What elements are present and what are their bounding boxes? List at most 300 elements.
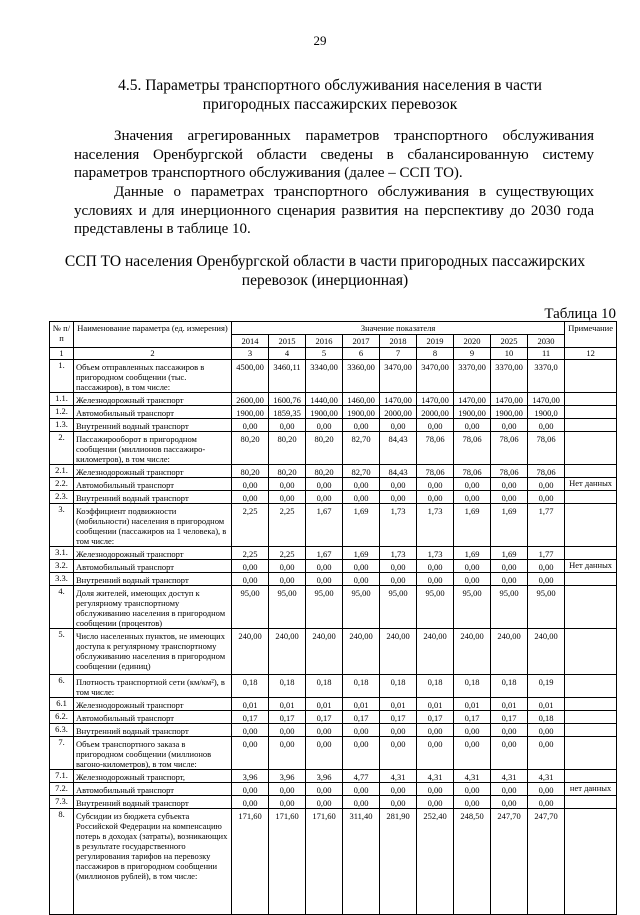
row-value: 0,18 [306,675,343,698]
row-value: 0,00 [343,737,380,770]
row-value: 0,17 [454,711,491,724]
row-value: 0,00 [380,491,417,504]
table-row [50,796,617,809]
year-2030: 2030 [528,335,565,348]
row-value: 4,77 [343,770,380,783]
row-value: 171,60 [306,809,343,915]
row-value: 3,96 [269,770,306,783]
row-value: 0,00 [343,478,380,491]
row-name: Субсидии из бюджета субъекта Российской Федерации на компенсацию потерь в доходах (затраты), возникающих в результате государственного регулирования тарифов на перевозку пассажиров в пригородном сообщении (миллионов рублей), в том числе: [74,809,232,915]
row-value: 0,00 [269,478,306,491]
row-number: 3.1. [50,547,74,560]
table-row [50,432,617,465]
column-number: 11 [528,348,565,360]
row-value: 0,00 [454,737,491,770]
row-number: 7. [50,737,74,770]
row-value: 0,01 [380,698,417,711]
row-value: 78,06 [454,432,491,465]
row-value: 0,17 [269,711,306,724]
table-row [50,419,617,432]
row-value: 0,18 [491,675,528,698]
header-values: Значение показателя [232,322,565,335]
row-note [565,504,617,547]
row-value: 0,00 [306,491,343,504]
row-value: 1900,00 [454,406,491,419]
row-value: 0,01 [528,698,565,711]
row-number: 2.1. [50,465,74,478]
row-value: 3370,00 [454,360,491,393]
row-value: 0,18 [454,675,491,698]
row-note [565,698,617,711]
column-number: 7 [380,348,417,360]
row-value: 0,00 [417,419,454,432]
row-name: Железнодорожный транспорт [74,698,232,711]
row-value: 1440,00 [306,393,343,406]
row-name: Внутренний водный транспорт [74,491,232,504]
row-value: 0,00 [528,724,565,737]
row-value: 240,00 [491,629,528,675]
row-value: 78,06 [417,432,454,465]
row-value: 0,00 [417,560,454,573]
row-number: 1.2. [50,406,74,419]
row-number: 6.3. [50,724,74,737]
row-value: 80,20 [306,465,343,478]
row-value: 0,00 [491,560,528,573]
table-row [50,491,617,504]
row-value: 0,00 [306,419,343,432]
row-value: 171,60 [232,809,269,915]
row-value: 1470,00 [491,393,528,406]
row-value: 0,00 [269,491,306,504]
year-2014: 2014 [232,335,269,348]
row-value: 95,00 [306,586,343,629]
row-value: 2,25 [232,547,269,560]
row-value: 0,00 [528,478,565,491]
row-name: Коэффициент подвижности (мобильности) населения в пригородном сообщении (пассажиров на 1 человека), в том числе: [74,504,232,547]
row-value: 1900,0 [528,406,565,419]
row-value: 240,00 [380,629,417,675]
row-value: 2600,00 [232,393,269,406]
row-number: 1. [50,360,74,393]
row-value: 0,00 [491,419,528,432]
row-number: 6.2. [50,711,74,724]
row-note [565,629,617,675]
year-2019: 2019 [417,335,454,348]
row-name: Железнодорожный транспорт [74,465,232,478]
row-value: 3,96 [306,770,343,783]
row-value: 0,00 [528,491,565,504]
row-number: 7.3. [50,796,74,809]
row-note [565,809,617,915]
row-value: 95,00 [417,586,454,629]
row-value: 95,00 [232,586,269,629]
row-note [565,675,617,698]
row-value: 0,19 [528,675,565,698]
row-number: 2. [50,432,74,465]
row-number: 7.1. [50,770,74,783]
row-value: 4,31 [417,770,454,783]
row-name: Внутренний водный транспорт [74,724,232,737]
year-2017: 2017 [343,335,380,348]
row-number: 5. [50,629,74,675]
table-row [50,629,617,675]
row-value: 1900,00 [232,406,269,419]
row-value: 0,00 [528,560,565,573]
row-value: 0,00 [454,796,491,809]
row-value: 0,00 [232,573,269,586]
row-name: Автомобильный транспорт [74,406,232,419]
row-value: 2000,00 [417,406,454,419]
table-label: Таблица 10 [544,306,616,322]
row-value: 247,70 [491,809,528,915]
row-value: 0,00 [269,737,306,770]
column-number: 5 [306,348,343,360]
table-body [50,322,617,915]
row-value: 80,20 [269,465,306,478]
row-note [565,711,617,724]
row-value: 1470,00 [454,393,491,406]
row-value: 80,20 [232,465,269,478]
row-value: 1,73 [380,547,417,560]
row-value: 1,67 [306,504,343,547]
table-title: ССП ТО населения Оренбургской области в части пригородных пассажирских перевозок (инерционная) [64,253,586,289]
row-value: 0,01 [417,698,454,711]
row-value: 1900,00 [343,406,380,419]
row-value: 0,00 [232,783,269,796]
row-note: Нет данных [565,478,617,491]
row-note [565,573,617,586]
row-value: 0,00 [528,783,565,796]
page-number: 29 [313,33,327,48]
table-row [50,573,617,586]
row-note [565,737,617,770]
row-value: 0,00 [454,478,491,491]
row-name: Внутренний водный транспорт [74,419,232,432]
row-value: 0,00 [232,724,269,737]
row-value: 252,40 [417,809,454,915]
row-value: 78,06 [417,465,454,478]
row-value: 0,00 [269,560,306,573]
row-value: 240,00 [269,629,306,675]
table-row [50,770,617,783]
column-number: 12 [565,348,617,360]
row-value: 0,18 [232,675,269,698]
section-title: 4.5. Параметры транспортного обслуживания населения в части пригородных пассажирских перевозок [118,77,542,113]
row-value: 1,69 [343,547,380,560]
row-number: 1.3. [50,419,74,432]
column-number: 4 [269,348,306,360]
row-name: Железнодорожный транспорт [74,393,232,406]
column-number: 1 [50,348,74,360]
row-value: 95,00 [454,586,491,629]
column-number: 8 [417,348,454,360]
row-value: 0,00 [306,573,343,586]
row-value: 0,00 [232,796,269,809]
row-value: 0,18 [380,675,417,698]
header-no: № п/п [50,322,74,348]
row-value: 0,00 [491,478,528,491]
row-value: 0,00 [343,796,380,809]
row-value: 0,00 [417,724,454,737]
row-value: 3460,11 [269,360,306,393]
row-number: 3. [50,504,74,547]
row-value: 240,00 [306,629,343,675]
row-value: 0,00 [528,796,565,809]
row-value: 0,17 [417,711,454,724]
row-value: 0,17 [232,711,269,724]
row-value: 240,00 [232,629,269,675]
column-number: 9 [454,348,491,360]
row-note [565,491,617,504]
row-value: 0,00 [417,478,454,491]
row-value: 0,00 [380,724,417,737]
row-value: 0,00 [343,573,380,586]
row-value: 281,90 [380,809,417,915]
row-value: 1900,00 [491,406,528,419]
row-note [565,770,617,783]
row-value: 1460,00 [343,393,380,406]
row-value: 1,69 [491,504,528,547]
row-value: 311,40 [343,809,380,915]
row-name: Пассажирооборот в пригородном сообщении (миллионов пассажиро-километров), в том числе: [74,432,232,465]
row-name: Объем отправленных пассажиров в пригородном сообщении (тыс. пассажиров), в том числе: [74,360,232,393]
row-value: 0,00 [306,737,343,770]
row-value: 0,00 [491,491,528,504]
row-note: нет данных [565,783,617,796]
table-row [50,724,617,737]
row-number: 2.3. [50,491,74,504]
row-value: 1900,00 [306,406,343,419]
row-value: 0,00 [491,796,528,809]
row-value: 0,00 [343,783,380,796]
year-2015: 2015 [269,335,306,348]
table-row [50,560,617,573]
column-number: 10 [491,348,528,360]
row-name: Автомобильный транспорт [74,711,232,724]
row-value: 3470,00 [380,360,417,393]
row-value: 0,00 [491,783,528,796]
table-row [50,783,617,796]
column-number: 2 [74,348,232,360]
row-value: 1470,00 [380,393,417,406]
parameters-table [49,321,617,915]
row-note [565,393,617,406]
row-value: 3370,0 [528,360,565,393]
row-value: 1,77 [528,547,565,560]
row-value: 0,00 [343,419,380,432]
row-value: 0,18 [528,711,565,724]
row-value: 1,69 [343,504,380,547]
row-value: 1,69 [454,504,491,547]
row-value: 1,69 [454,547,491,560]
row-value: 0,00 [232,737,269,770]
row-name: Автомобильный транспорт [74,478,232,491]
row-value: 0,00 [269,419,306,432]
row-note [565,406,617,419]
row-value: 95,00 [343,586,380,629]
row-value: 0,00 [417,796,454,809]
row-value: 240,00 [454,629,491,675]
row-value: 0,00 [528,573,565,586]
row-value: 3,96 [232,770,269,783]
row-value: 95,00 [528,586,565,629]
row-value: 0,00 [343,560,380,573]
row-number: 6. [50,675,74,698]
row-value: 1,69 [491,547,528,560]
row-value: 84,43 [380,432,417,465]
row-number: 8. [50,809,74,915]
table-row [50,675,617,698]
row-value: 248,50 [454,809,491,915]
row-value: 0,00 [306,560,343,573]
row-value: 240,00 [528,629,565,675]
row-value: 0,00 [528,737,565,770]
row-value: 0,00 [306,796,343,809]
row-value: 247,70 [528,809,565,915]
year-2025: 2025 [491,335,528,348]
row-value: 0,00 [491,573,528,586]
row-value: 0,01 [306,698,343,711]
row-value: 82,70 [343,432,380,465]
row-value: 0,00 [232,478,269,491]
row-value: 0,00 [417,737,454,770]
row-value: 0,17 [491,711,528,724]
row-value: 82,70 [343,465,380,478]
column-number: 6 [343,348,380,360]
row-value: 4,31 [528,770,565,783]
row-value: 1,73 [417,504,454,547]
row-name: Внутренний водный транспорт [74,573,232,586]
row-value: 0,00 [232,560,269,573]
row-value: 0,00 [380,796,417,809]
row-value: 2000,00 [380,406,417,419]
row-value: 0,00 [306,724,343,737]
row-value: 0,00 [491,724,528,737]
row-value: 0,00 [269,573,306,586]
row-value: 95,00 [380,586,417,629]
row-value: 1600,76 [269,393,306,406]
row-value: 1470,00 [528,393,565,406]
row-value: 0,00 [343,724,380,737]
paragraph-1: Значения агрегированных параметров транспортного обслуживания населения Оренбургской области сведены в сбалансированную систему параметров транспортного обслуживания (далее – ССП ТО). [74,128,594,181]
table-row [50,478,617,491]
row-value: 240,00 [343,629,380,675]
row-value: 0,00 [269,783,306,796]
row-value: 0,00 [454,724,491,737]
row-value: 2,25 [269,504,306,547]
row-value: 1,73 [380,504,417,547]
table-row [50,547,617,560]
row-number: 7.2. [50,783,74,796]
row-value: 1859,35 [269,406,306,419]
column-number: 3 [232,348,269,360]
row-value: 171,60 [269,809,306,915]
row-value: 0,17 [343,711,380,724]
row-number: 6.1 [50,698,74,711]
table-row [50,504,617,547]
row-value: 0,00 [454,573,491,586]
row-value: 0,00 [306,783,343,796]
row-value: 0,00 [380,737,417,770]
row-note: Нет данных [565,560,617,573]
row-value: 78,06 [528,465,565,478]
year-2016: 2016 [306,335,343,348]
row-value: 1,67 [306,547,343,560]
table-row [50,737,617,770]
row-name: Число населенных пунктов, не имеющих доступа к регулярному транспортному обслуживанию населения в пригородном сообщении (единиц) [74,629,232,675]
row-value: 3360,00 [343,360,380,393]
row-name: Внутренний водный транспорт [74,796,232,809]
row-value: 78,06 [491,465,528,478]
row-note [565,547,617,560]
row-value: 0,18 [269,675,306,698]
row-value: 0,01 [232,698,269,711]
row-number: 3.2. [50,560,74,573]
row-value: 80,20 [232,432,269,465]
row-name: Железнодорожный транспорт [74,547,232,560]
table-row [50,406,617,419]
row-note [565,419,617,432]
row-number: 3.3. [50,573,74,586]
row-note [565,796,617,809]
row-note [565,586,617,629]
column-number-row [50,348,617,360]
row-value: 0,00 [380,573,417,586]
row-value: 0,00 [380,419,417,432]
row-value: 80,20 [306,432,343,465]
table-row [50,711,617,724]
row-value: 78,06 [491,432,528,465]
row-note [565,465,617,478]
row-value: 0,00 [269,724,306,737]
row-value: 4,31 [454,770,491,783]
row-value: 4,31 [380,770,417,783]
table-row [50,465,617,478]
row-name: Плотность транспортной сети (км/км²), в том числе: [74,675,232,698]
row-value: 3340,00 [306,360,343,393]
row-value: 0,00 [454,560,491,573]
row-value: 1,73 [417,547,454,560]
row-value: 0,17 [306,711,343,724]
row-value: 95,00 [491,586,528,629]
row-value: 1,77 [528,504,565,547]
row-name: Автомобильный транспорт [74,560,232,573]
row-name: Автомобильный транспорт [74,783,232,796]
row-value: 0,00 [491,737,528,770]
row-value: 240,00 [417,629,454,675]
row-value: 78,06 [528,432,565,465]
row-name: Объем транспортного заказа в пригородном сообщении (миллионов вагоно-километров), в том числе: [74,737,232,770]
row-value: 1470,00 [417,393,454,406]
row-value: 0,00 [528,419,565,432]
row-value: 95,00 [269,586,306,629]
row-note [565,432,617,465]
header-row [50,322,617,335]
row-value: 0,01 [454,698,491,711]
row-value: 0,00 [232,491,269,504]
table-row [50,586,617,629]
row-value: 0,00 [306,478,343,491]
row-name: Доля жителей, имеющих доступ к регулярному транспортному обслуживанию населения в пригородном сообщении (процентов) [74,586,232,629]
row-value: 0,00 [454,491,491,504]
row-note [565,724,617,737]
row-value: 0,18 [417,675,454,698]
row-value: 0,00 [380,783,417,796]
row-value: 0,00 [343,491,380,504]
row-value: 0,01 [491,698,528,711]
row-value: 0,00 [417,783,454,796]
row-value: 4500,00 [232,360,269,393]
